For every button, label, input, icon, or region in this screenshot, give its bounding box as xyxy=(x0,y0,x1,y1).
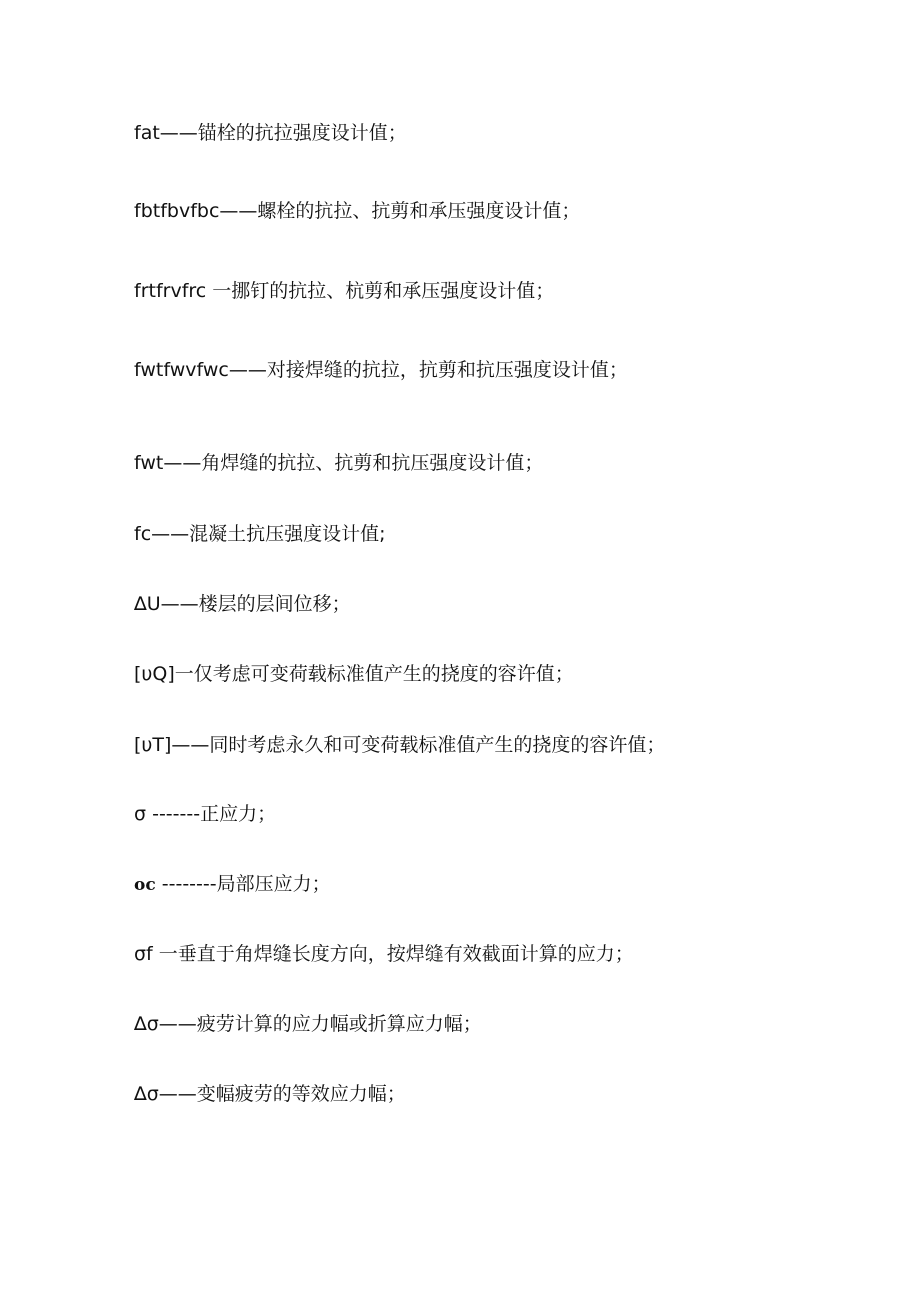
definition-line-uq: [υQ]一仅考虑可变荷载标准值产生的挠度的容许值； xyxy=(134,663,574,685)
definition-line-sigma: σ -------正应力； xyxy=(134,803,277,825)
definition-line-fb: fbtfbvfbc——螺栓的抗拉、抗剪和承压强度设计值； xyxy=(134,200,581,222)
definition-line-sigma-f: σf 一垂直于角焊缝长度方向，按焊缝有效截面计算的应力； xyxy=(134,943,634,965)
definition-line-delta-u: ∆U——楼层的层间位移； xyxy=(134,593,351,615)
definition-line-delta-sigma: ∆σ——疲劳计算的应力幅或折算应力幅； xyxy=(134,1013,482,1035)
definition-line-ut: [υT]——同时考虑永久和可变荷载标准值产生的挠度的容许值； xyxy=(134,734,666,756)
definition-line-fc: fc——混凝土抗压强度设计值; xyxy=(134,523,386,545)
definition-line-fat: fat——锚栓的抗拉强度设计值； xyxy=(134,122,407,144)
oc-symbol: oc xyxy=(134,875,156,895)
definition-line-fr: frtfrvfrc 一挪钉的抗拉、杭剪和承压强度设计值； xyxy=(134,280,555,302)
oc-description: --------局部压应力； xyxy=(161,873,331,895)
definition-line-fw-butt: fwtfwvfwc——对接焊缝的抗拉，抗剪和抗压强度设计值； xyxy=(134,359,628,381)
definition-line-sigma-c xyxy=(134,872,331,897)
definition-line-delta-sigma-e: ∆σ——变幅疲劳的等效应力幅； xyxy=(134,1083,406,1105)
definition-line-fwt-fillet: fwt——角焊缝的抗拉、抗剪和抗压强度设计值； xyxy=(134,452,544,474)
